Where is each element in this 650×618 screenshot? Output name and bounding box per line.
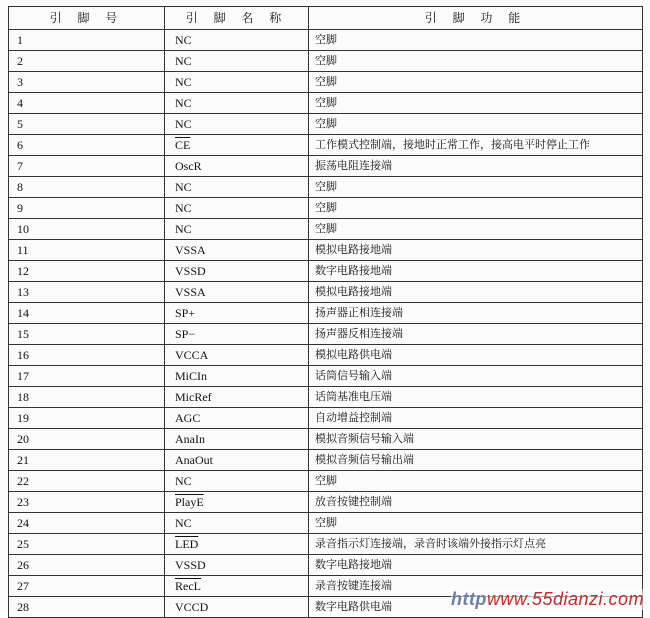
pin-name-cell: [165, 51, 309, 72]
pin-name-cell: [165, 597, 309, 618]
pin-name-text: SP+: [175, 306, 196, 320]
pin-function-cell: 数字电路供电端: [309, 597, 643, 618]
pin-name-text: NC: [175, 117, 192, 131]
table-row: [9, 93, 643, 114]
pin-number-cell: 28: [9, 597, 165, 618]
table-row: [9, 72, 643, 93]
table-body: [9, 30, 643, 618]
table-row: [9, 534, 643, 555]
pin-name-text: NC: [175, 222, 192, 236]
pin-name-text: VCCA: [175, 348, 209, 362]
pin-name-text: NC: [175, 75, 192, 89]
pin-function-cell: 空脚: [309, 177, 643, 198]
pin-name-cell: [165, 114, 309, 135]
pin-name-text: NC: [175, 54, 192, 68]
pin-number-cell: 25: [9, 534, 165, 555]
pin-name-text: VSSA: [175, 285, 206, 299]
table-row: [9, 450, 643, 471]
pin-number-cell: 5: [9, 114, 165, 135]
table-row: [9, 345, 643, 366]
pin-number-cell: 12: [9, 261, 165, 282]
pin-function-cell: 工作模式控制端，接地时正常工作，接高电平时停止工作: [309, 135, 643, 156]
pin-name-cell: [165, 30, 309, 51]
pin-name-cell: [165, 450, 309, 471]
pin-number-cell: 23: [9, 492, 165, 513]
pin-number-cell: 2: [9, 51, 165, 72]
table-row: [9, 555, 643, 576]
table-row: [9, 219, 643, 240]
pin-name-text: VSSD: [175, 264, 206, 278]
pin-number-cell: 26: [9, 555, 165, 576]
pin-name-text: AnaIn: [175, 432, 205, 446]
pin-name-text: NC: [175, 180, 192, 194]
table-row: [9, 471, 643, 492]
pin-function-cell: 放音按键控制端: [309, 492, 643, 513]
pin-number-cell: 17: [9, 366, 165, 387]
pin-name-cell: [165, 408, 309, 429]
table-header: [9, 7, 643, 30]
pin-name-cell: [165, 555, 309, 576]
table-row: [9, 492, 643, 513]
pin-name-text: $\overline{LED}$: [175, 537, 199, 551]
pin-name-cell: [165, 534, 309, 555]
pin-number-cell: 22: [9, 471, 165, 492]
pin-name-text: MicRef: [175, 390, 212, 404]
pin-name-text: OscR: [175, 159, 202, 173]
pin-function-cell: 空脚: [309, 30, 643, 51]
pin-number-cell: 8: [9, 177, 165, 198]
pin-function-cell: 空脚: [309, 114, 643, 135]
pin-name-cell: [165, 324, 309, 345]
pin-function-cell: 模拟电路接地端: [309, 240, 643, 261]
site-watermark: httpwww.55dianzi.com: [450, 589, 644, 609]
pin-function-cell: 空脚: [309, 513, 643, 534]
pin-name-text: NC: [175, 516, 192, 530]
table-row: [9, 198, 643, 219]
pin-function-cell: 话筒基准电压端: [309, 387, 643, 408]
pin-number-cell: 24: [9, 513, 165, 534]
pin-name-cell: [165, 177, 309, 198]
pin-function-cell: 模拟音频信号输入端: [309, 429, 643, 450]
header-pin-number: 引 脚 号: [9, 7, 165, 30]
pin-name-cell: [165, 345, 309, 366]
table-row: [9, 261, 643, 282]
pin-function-cell: 模拟音频信号输出端: [309, 450, 643, 471]
pin-name-cell: [165, 303, 309, 324]
table-row: [9, 282, 643, 303]
pin-number-cell: 9: [9, 198, 165, 219]
header-pin-name: 引 脚 名 称: [165, 7, 309, 30]
pin-function-cell: 空脚: [309, 198, 643, 219]
pin-function-cell: 振荡电阻连接端: [309, 156, 643, 177]
pin-function-cell: 空脚: [309, 72, 643, 93]
pin-name-cell: [165, 492, 309, 513]
pin-name-text: VCCD: [175, 600, 209, 614]
pin-function-cell: 数字电路接地端: [309, 555, 643, 576]
table-row: [9, 114, 643, 135]
pin-name-cell: [165, 240, 309, 261]
pin-name-cell: [165, 156, 309, 177]
pin-number-cell: 14: [9, 303, 165, 324]
header-pin-function: 引 脚 功 能: [309, 7, 643, 30]
pin-name-cell: [165, 72, 309, 93]
table-row: [9, 513, 643, 534]
table-row: [9, 177, 643, 198]
pin-name-text: NC: [175, 33, 192, 47]
pin-number-cell: 3: [9, 72, 165, 93]
pin-name-cell: [165, 387, 309, 408]
pin-function-cell: 扬声器反相连接端: [309, 324, 643, 345]
pin-number-cell: 15: [9, 324, 165, 345]
pin-name-text: NC: [175, 201, 192, 215]
pin-function-cell: 模拟电路供电端: [309, 345, 643, 366]
pin-name-text: $\overline{CE}$: [175, 138, 191, 152]
pin-number-cell: 1: [9, 30, 165, 51]
pin-function-cell: 模拟电路接地端: [309, 282, 643, 303]
pin-name-cell: [165, 198, 309, 219]
pin-number-cell: 6: [9, 135, 165, 156]
table-row: [9, 324, 643, 345]
table-row: [9, 303, 643, 324]
pin-number-cell: 18: [9, 387, 165, 408]
pin-name-text: AnaOut: [175, 453, 213, 467]
pin-name-text: VSSD: [175, 558, 206, 572]
pin-name-cell: [165, 219, 309, 240]
pin-number-cell: 27: [9, 576, 165, 597]
pin-function-cell: 自动增益控制端: [309, 408, 643, 429]
pin-number-cell: 10: [9, 219, 165, 240]
table-row: [9, 429, 643, 450]
table-row: [9, 240, 643, 261]
pin-function-cell: 数字电路接地端: [309, 261, 643, 282]
pin-number-cell: 4: [9, 93, 165, 114]
pin-name-text: RecL: [175, 579, 201, 593]
pin-number-cell: 21: [9, 450, 165, 471]
pin-name-text: AGC: [175, 411, 201, 425]
pin-number-cell: 19: [9, 408, 165, 429]
pin-number-cell: 16: [9, 345, 165, 366]
pin-function-table: [8, 6, 643, 618]
pin-function-cell: 录音指示灯连接端，录音时该端外接指示灯点亮: [309, 534, 643, 555]
table-row: [9, 30, 643, 51]
table-row: [9, 408, 643, 429]
pin-name-text: NC: [175, 474, 192, 488]
pin-name-text: NC: [175, 96, 192, 110]
pin-function-cell: 空脚: [309, 219, 643, 240]
table-row: [9, 51, 643, 72]
pin-number-cell: 13: [9, 282, 165, 303]
table-row: [9, 135, 643, 156]
pin-name-cell: [165, 135, 309, 156]
pin-number-cell: 7: [9, 156, 165, 177]
pin-function-cell: 空脚: [309, 471, 643, 492]
pin-function-cell: 空脚: [309, 93, 643, 114]
pin-name-text: VSSA: [175, 243, 206, 257]
table-row: [9, 387, 643, 408]
pin-name-cell: [165, 282, 309, 303]
pin-name-text: SP−: [175, 327, 196, 341]
pin-name-cell: [165, 429, 309, 450]
pin-name-cell: [165, 513, 309, 534]
pin-name-cell: [165, 93, 309, 114]
pin-number-cell: 20: [9, 429, 165, 450]
table-row: [9, 366, 643, 387]
pin-name-cell: [165, 576, 309, 597]
pin-name-cell: [165, 261, 309, 282]
pin-function-cell: 空脚: [309, 51, 643, 72]
pin-number-cell: 11: [9, 240, 165, 261]
pin-name-text: PlayE: [175, 495, 204, 509]
pin-name-text: MiCIn: [175, 369, 208, 383]
pin-function-cell: 话筒信号输入端: [309, 366, 643, 387]
table-row: [9, 156, 643, 177]
pin-name-cell: [165, 366, 309, 387]
pin-function-cell: 录音按键连接端: [309, 576, 643, 597]
pin-function-cell: 扬声器正相连接端: [309, 303, 643, 324]
pin-name-cell: [165, 471, 309, 492]
